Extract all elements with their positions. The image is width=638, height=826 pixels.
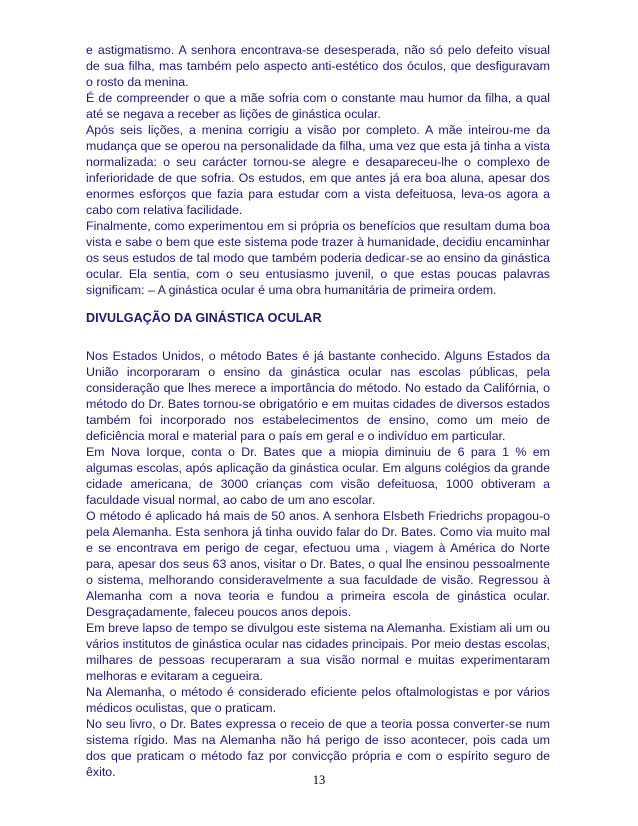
page-number: 13 [312,773,326,787]
section-heading: DIVULGAÇÃO DA GINÁSTICA OCULAR [86,311,322,325]
paragraph: Nos Estados Unidos, o método Bates é já bastante conhecido. Alguns Estados da União incorporaram o ensino da ginástica ocular nas escolas públicas, pela consideração que lhes merece a importância do método. No estado da Califórnia, o método do Dr. Bates tornou-se obrigatório e em muitas cidades de diversos estados também foi incorporado nos estabelecimentos de ensino, como um meio de deficiência moral e material para o país em geral e o indivíduo em particular. [86,349,550,443]
paragraph: Em breve lapso de tempo se divulgou este sistema na Alemanha. Existiam ali um ou vários institutos de ginástica ocular nas cidades principais. Por meio destas escolas, milhares de pessoas recuperaram a sua visão normal e muitas experimentaram melhoras e evitaram a cegueira. [86,621,550,683]
paragraph: e astigmatismo. A senhora encontrava-se desesperada, não só pelo defeito visual de sua filha, mas também pelo aspecto anti-estético dos óculos, que desfiguravam o rosto da menina. [86,43,550,89]
paragraph: Após seis lições, a menina corrigiu a visão por completo. A mãe inteirou-me da mudança que se operou na personalidade da filha, uma vez que esta já tinha a vista normalizada: o seu carácter tornou-se alegre e desapareceu-lhe o complexo de inferioridade de que sofria. Os estudos, em que antes já era boa aluna, apesar dos enormes esforços que fazia para estudar com a vista defeituosa, leva-os agora a cabo com relativa facilidade. [86,123,550,217]
paragraph: Na Alemanha, o método é considerado eficiente pelos oftalmologistas e por vários médicos oculistas, que o praticam. [86,685,550,715]
paragraph: O método é aplicado há mais de 50 anos. A senhora Elsbeth Friedrichs propagou-o pela Alemanha. Esta senhora já tinha ouvido falar do Dr. Bates. Como via muito mal e se encontrava em perigo de cegar, efectuou uma , viagem à América do Norte para, apesar dos seus 63 anos, visitar o Dr. Bates, o qual lhe ensinou pessoalmente o sistema, melhorando consideravelmente a sua faculdade de visão. Regressou à Alemanha com a nova teoria e fundou a primeira escola de ginástica ocular. Desgraçadamente, faleceu poucos anos depois. [86,509,550,619]
paragraph: É de compreender o que a mãe sofria com o constante mau humor da filha, a qual até se negava a receber as lições de ginástica ocular. [86,91,550,121]
paragraph: Finalmente, como experimentou em si própria os benefícios que resultam duma boa vista e sabe o bem que este sistema pode trazer à humanidade, decidiu encaminhar os seus estudos de tal modo que também poderia dedicar-se ao ensino da ginástica ocular. Ela sentia, com o seu entusiasmo juvenil, o que estas poucas palavras significam: – A ginástica ocular é uma obra humanitária de primeira ordem. [86,219,550,297]
paragraph: Em Nova Iorque, conta o Dr. Bates que a miopia diminuiu de 6 para 1 % em algumas escolas, após aplicação da ginástica ocular. Em alguns colégios da grande cidade americana, de 3000 crianças com visão defeituosa, 1000 obtiveram a faculdade visual normal, ao cabo de um ano escolar. [86,445,550,507]
document-page [86,42,550,780]
paragraph: No seu livro, o Dr. Bates expressa o receio de que a teoria possa converter-se num sistema rígido. Mas na Alemanha não há perigo de isso acontecer, pois cada um dos que praticam o método faz por convicção própria e com o espírito seguro de êxito. [86,717,550,779]
